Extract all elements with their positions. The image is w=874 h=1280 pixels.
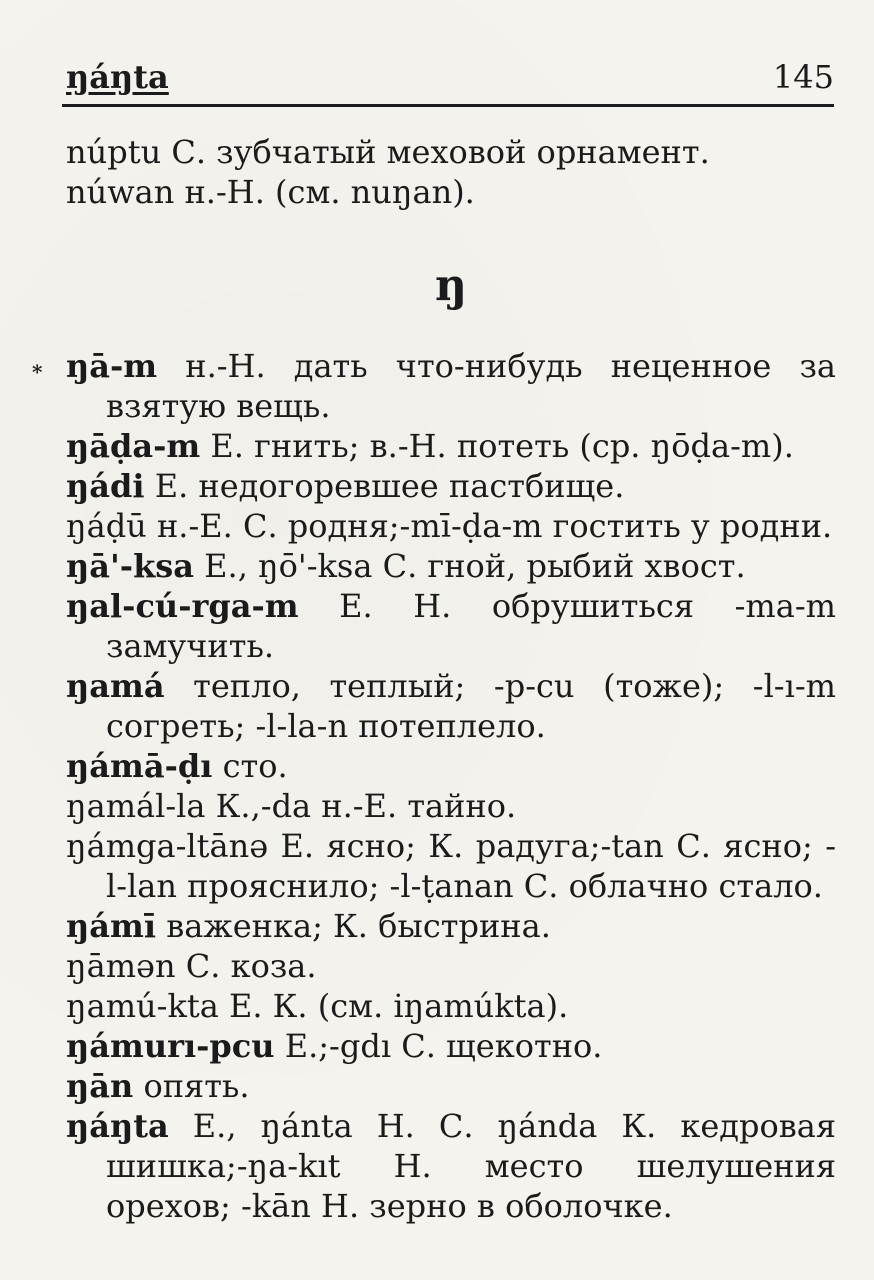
dictionary-entry <box>66 546 836 586</box>
entry-definition: Е. недогоревшее пастбище. <box>144 467 625 505</box>
section-letter: ŋ <box>435 260 467 311</box>
entry-definition: Е., ŋánta Н. С. ŋánda К. кедровая шишка;-ŋa-kıt Н. место шелушения орехов; -kān Н. зерно в оболочке. <box>106 1107 836 1225</box>
entry-headword: ŋáŋta <box>66 1107 169 1145</box>
entry-headword: ŋámga-ltānə <box>66 827 269 865</box>
entry-headword: ŋā'-ksa <box>66 547 194 585</box>
entry-headword: ŋān <box>66 1067 134 1105</box>
entry-definition: опять. <box>133 1067 250 1105</box>
dictionary-content <box>32 132 836 1226</box>
entry-definition: С. коза. <box>175 947 317 985</box>
dictionary-entry <box>66 586 836 666</box>
entry-definition: н.-Н. дать что-нибудь неценное за взятую вещь. <box>106 347 836 425</box>
entry-headword: ŋal-cú-rga-m <box>66 587 299 625</box>
dictionary-entry <box>66 946 836 986</box>
entry-headword: ŋamú-kta <box>66 987 219 1025</box>
entry-headword: ŋamál-la <box>66 787 206 825</box>
running-head: ŋáŋta <box>66 58 169 96</box>
dictionary-entry <box>66 986 836 1026</box>
dictionary-entry <box>66 906 836 946</box>
dictionary-entry <box>66 666 836 746</box>
entry-headword: núptu <box>66 133 162 171</box>
page-number: 145 <box>772 58 834 96</box>
entry-definition: Е. гнить; в.-Н. потеть (ср. ŋōḍa-m). <box>200 427 794 465</box>
dictionary-entry <box>66 1106 836 1226</box>
dictionary-entry <box>66 1066 836 1106</box>
entry-headword: ŋāḍa-m <box>66 427 201 465</box>
dictionary-entry <box>66 1026 836 1066</box>
entry-headword: ŋámī <box>66 907 157 945</box>
entry-definition: н.-Н. (см. nuŋan). <box>174 173 475 211</box>
entry-headword: ŋāmən <box>66 947 176 985</box>
entry-definition: н.-Е. С. родня;-mī-ḍa-m гостить у родни. <box>146 507 833 545</box>
entry-headword: ŋáḍū <box>66 507 147 545</box>
entry-definition: важенка; К. быстрина. <box>156 907 551 945</box>
entry-definition: Е.;-gdı С. щекотно. <box>274 1027 603 1065</box>
entry-definition: Е. Н. обрушиться -ma-m замучить. <box>106 587 836 665</box>
dictionary-entry <box>66 826 836 906</box>
dictionary-entry <box>66 132 836 172</box>
entry-definition: Е., ŋō'-ksa С. гной, рыбий хвост. <box>194 547 746 585</box>
entry-definition: сто. <box>212 747 288 785</box>
entry-headword: ŋámā-ḍı <box>66 747 213 785</box>
header-rule <box>62 104 834 107</box>
margin-marker: * <box>32 360 43 384</box>
dictionary-entry <box>66 506 836 546</box>
entry-headword: ŋā-m <box>66 347 158 385</box>
entry-headword: ŋádi <box>66 467 145 505</box>
entry-definition: С. зубчатый меховой орнамент. <box>161 133 710 171</box>
entry-headword: ŋámurı-pcu <box>66 1027 275 1065</box>
dictionary-entry <box>66 746 836 786</box>
entry-definition: К.,-da н.-Е. тайно. <box>205 787 517 825</box>
entry-definition: Е. ясно; К. радуга;-tan С. ясно; -l-lan прояснило; -l-ṭanan С. облачно стало. <box>106 827 836 905</box>
dictionary-entry <box>66 172 836 212</box>
page-header <box>66 58 834 102</box>
dictionary-entry <box>66 346 836 426</box>
entry-definition: Е. К. (см. iŋamúkta). <box>218 987 569 1025</box>
entry-headword: ŋamá <box>66 667 165 705</box>
dictionary-entry <box>66 426 836 466</box>
dictionary-entry <box>66 786 836 826</box>
dictionary-entry <box>66 466 836 506</box>
entry-headword: núwan <box>66 173 175 211</box>
entry-definition: тепло, теплый; -p-cu (тоже); -l-ı-m согреть; -l-la-n потеплело. <box>106 667 836 745</box>
